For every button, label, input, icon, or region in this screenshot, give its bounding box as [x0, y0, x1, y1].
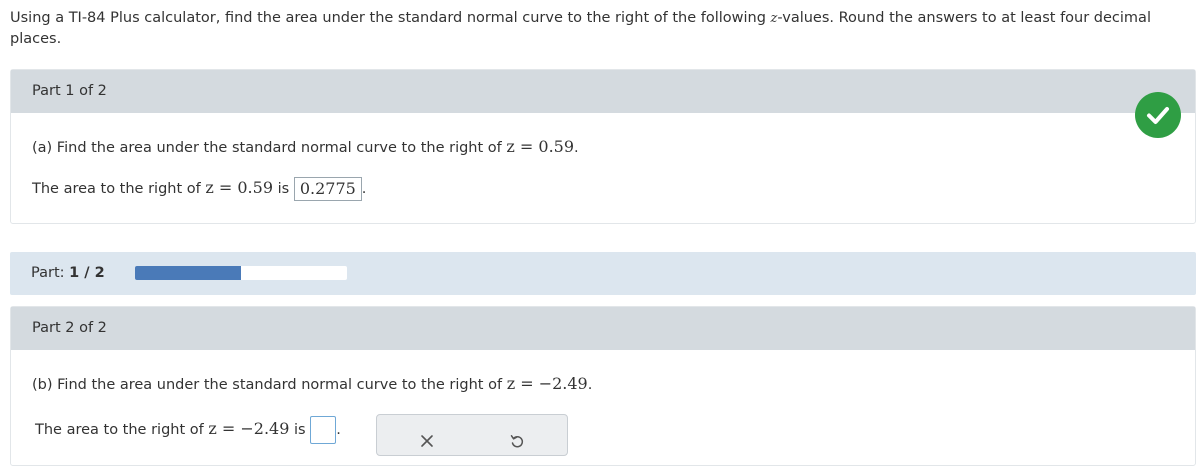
- progress-row: [10, 252, 1196, 295]
- progress-label-text: Part:: [31, 265, 70, 281]
- part2-question-end: .: [587, 377, 593, 393]
- progress-fill: [135, 266, 241, 280]
- part1-answer-line: [32, 177, 366, 201]
- part1-z-expr: z = 0.59: [506, 137, 575, 156]
- part1-answer-value: 0.2775: [294, 177, 362, 201]
- part2-question-text: (b) Find the area under the standard normal curve to the right of: [32, 377, 507, 393]
- part1-card: [10, 69, 1196, 224]
- part1-answer-prefix: The area to the right of: [32, 181, 206, 197]
- part2-answer-input[interactable]: [310, 416, 336, 444]
- part1-answer-is: is: [273, 181, 294, 197]
- instructions-var: z: [770, 11, 778, 26]
- part1-question-text: (a) Find the area under the standard normal curve to the right of: [32, 140, 507, 156]
- part1-question-end: .: [574, 140, 579, 156]
- part2-answer-end: .: [336, 422, 341, 438]
- part2-answer-line: [35, 416, 341, 444]
- progress-total: 2: [94, 265, 105, 281]
- instructions: [10, 8, 1190, 50]
- part2-header: Part 2 of 2: [11, 307, 1195, 350]
- part2-answer-prefix: The area to the right of: [35, 422, 209, 438]
- part1-answer-z: z = 0.59: [205, 178, 273, 197]
- answer-toolbar: [376, 414, 568, 456]
- correct-check-icon: [1135, 92, 1181, 138]
- part2-question: [32, 374, 592, 393]
- part2-z-expr: z = −2.49: [506, 374, 588, 393]
- part2-answer-z: z = −2.49: [208, 419, 290, 438]
- progress-current: 1: [69, 265, 80, 281]
- part1-header: Part 1 of 2: [11, 70, 1195, 113]
- undo-icon[interactable]: [505, 429, 529, 453]
- part2-card: [10, 306, 1196, 466]
- progress-label: [31, 252, 105, 295]
- progress-sep: /: [79, 265, 95, 281]
- instructions-text-1: Using a TI-84 Plus calculator, find the area under the standard normal curve to the right of the following: [10, 10, 771, 26]
- progress-track: [135, 266, 347, 280]
- part2-answer-is: is: [289, 422, 311, 438]
- part1-answer-end: .: [361, 181, 367, 197]
- x-icon[interactable]: [415, 429, 439, 453]
- part1-question: [32, 137, 579, 156]
- instructions-text-2: -values. Round the answers to at least four decimal places.: [10, 10, 1151, 47]
